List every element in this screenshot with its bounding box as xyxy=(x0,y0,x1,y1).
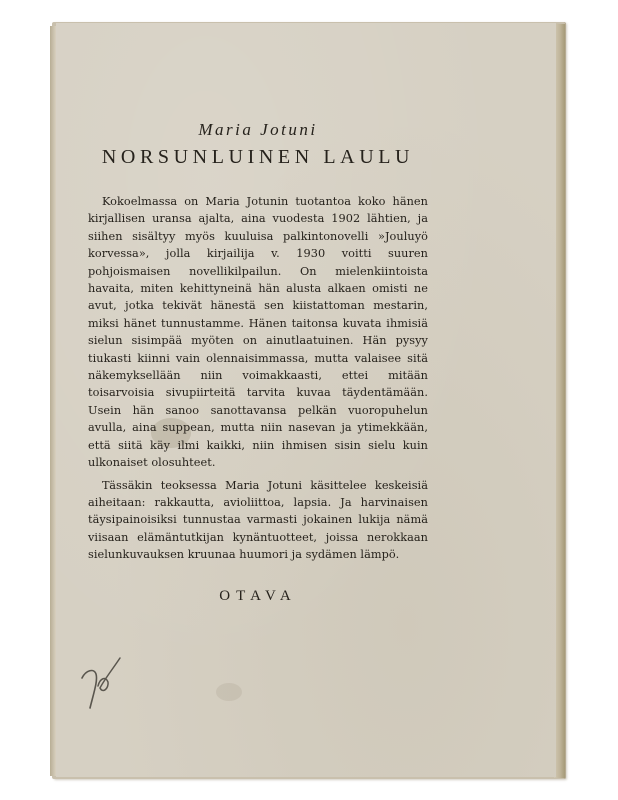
blurb-paragraph-1: Kokoelmassa on Maria Jotunin tuotantoa koko hänen kirjallisen uransa ajalta, aina vuodesta 1902 lähtien, ja siihen sisältyy myös kuuluisa palkintonovelli »Jouluyö korvessa», jolla kirjailija v. 1930 voitti suuren pohjoismaisen novellikilpailun. On mielenkiintoista havaita, miten kehittyneinä hän alusta alkaen omisti ne avut, jotka tekivät hänestä sen kiistattoman mestarin, miksi hänet tunnustamme. Hänen taitonsa kuvata ihmisiä sielun sisimpää myöten on ainutlaatuinen. Hän pysyy tiukasti kiinni vain olennaisimmassa, mutta valaisee sitä näkemyksellään niin voimakkaasti, ettei mitään toisarvoisia sivupiirteitä tarvita kuvaa täydentämään. Usein hän sanoo sanottavansa pelkän vuoropuhelun avulla, aina suppean, mutta niin nasevan ja ytimekkään, että siitä käy ilmi kaikki, niin ihmisen sisin sielu kuin ulkonaiset olosuhteet. xyxy=(88,195,428,470)
paper-stain xyxy=(216,683,242,701)
publisher-name: OTAVA xyxy=(219,587,297,604)
author-name: Maria Jotuni xyxy=(198,120,318,139)
handwritten-mark-icon xyxy=(76,648,126,716)
blurb-paragraph-2: Tässäkin teoksessa Maria Jotuni käsittelee keskeisiä aiheitaan: rakkautta, avioliittoa, lapsia. Ja harvinaisen täysipainoisiksi tunnustaa varmasti jokainen lukija nämä viisaan elämäntutkijan kynäntuotteet, joissa nerokkaan sielunkuvauksen kruunaa huumori ja sydämen lämpö. xyxy=(88,478,428,562)
book-title: NORSUNLUINEN LAULU xyxy=(101,146,415,168)
cover-text-block xyxy=(88,120,428,605)
